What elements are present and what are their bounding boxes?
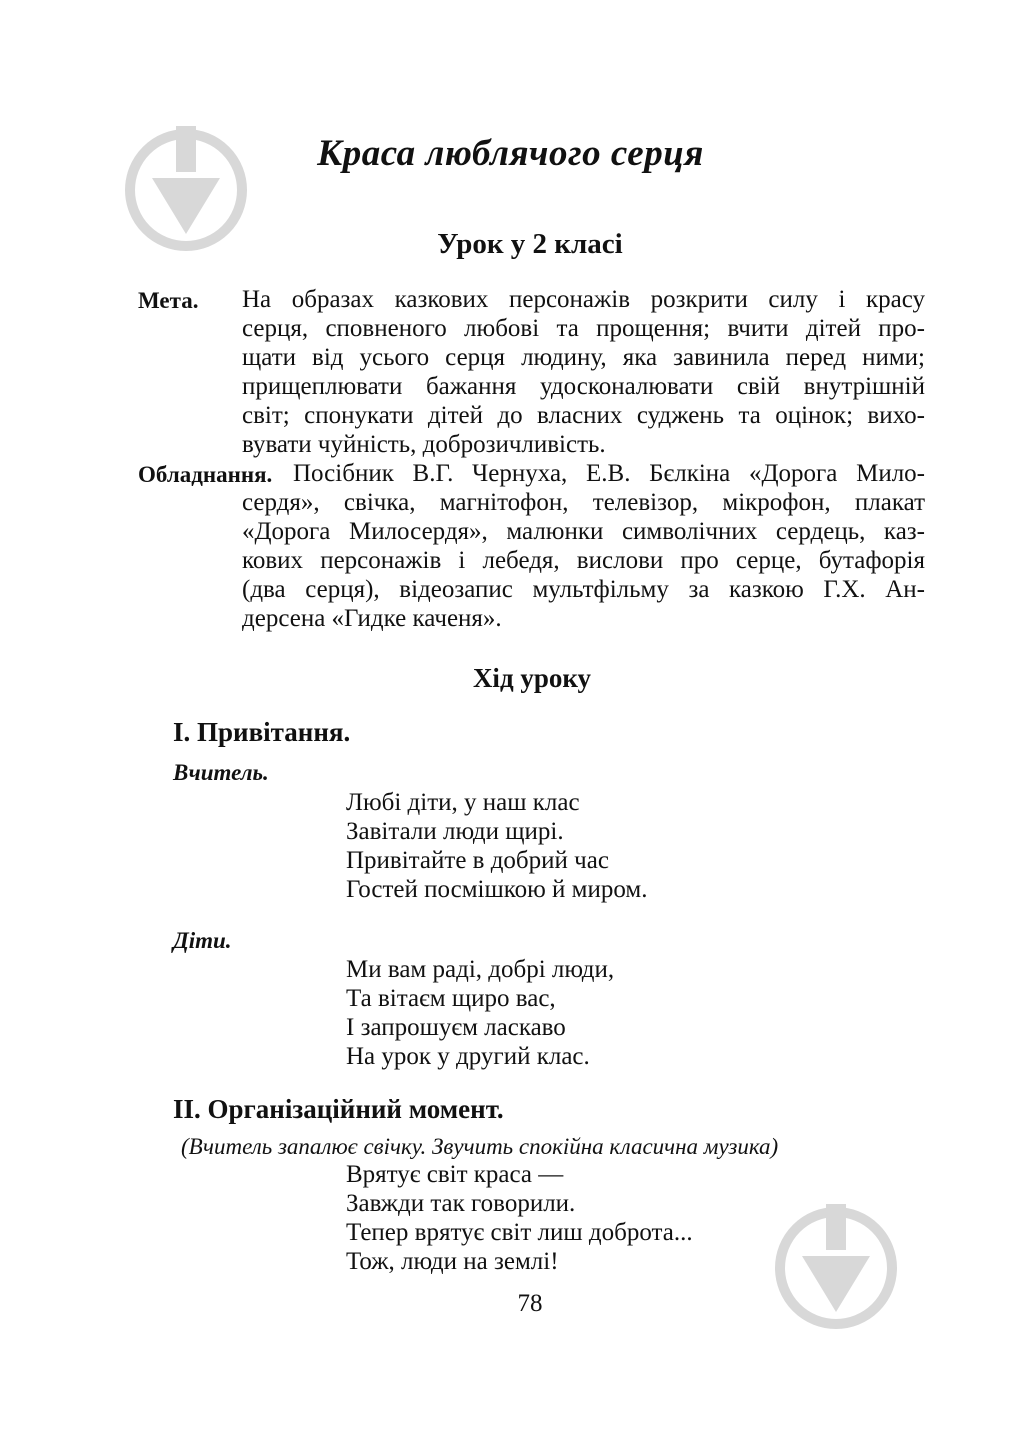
goal-line: прищеплювати бажання удосконалювати свій внутрішній [242, 373, 925, 400]
verse-line: Врятує світ краса — [346, 1161, 564, 1188]
verse-line: Ми вам раді, добрі люди, [346, 956, 615, 983]
verse-line: Гостей посмішкою й миром. [346, 876, 648, 903]
section-1-heading: І. Привітання. [173, 717, 351, 747]
equipment-text [242, 488, 925, 633]
goal-line: серця, сповненого любові та прощення; вчити дітей про- [242, 315, 925, 342]
verse-line: Тепер врятує світ лиш доброта... [346, 1219, 693, 1246]
goal-line: світ; спонукати дітей до власних суджень та оцінок; вихо- [242, 402, 925, 429]
equipment-line: кових персонажів і лебедя, вислови про серце, бутафорія [242, 547, 925, 574]
children-verse [346, 955, 614, 1071]
course-heading: Хід уроку [472, 663, 592, 693]
equipment-line: дерсена «Гидке каченя». [242, 605, 502, 632]
speaker-children: Діти. [173, 928, 232, 953]
verse-line: Завітали люди щирі. [346, 818, 564, 845]
verse-line: Завжди так говорили. [346, 1190, 576, 1217]
equipment-line: «Дорога Милосердя», малюнки символічних сердець, каз- [242, 518, 925, 545]
lesson-subtitle: Урок у 2 класі [437, 228, 623, 260]
page-number: 78 [517, 1290, 543, 1317]
section-2-heading: ІІ. Організаційний момент. [173, 1094, 504, 1124]
section-2-verse [346, 1160, 693, 1276]
verse-line: Привітайте в добрий час [346, 847, 609, 874]
goal-line: щати від усього серця людину, яка завинила перед ними; [242, 344, 925, 371]
goal-line: На образах казкових персонажів розкрити силу і красу [242, 286, 925, 313]
speaker-teacher: Вчитель. [173, 760, 269, 785]
verse-line: І запрошуєм ласкаво [346, 1014, 566, 1041]
verse-line: Тож, люди на землі! [346, 1248, 559, 1275]
equipment-label: Обладнання. [138, 462, 273, 487]
verse-line: Та вітаєм щиро вас, [346, 985, 556, 1012]
verse-line: Любі діти, у наш клас [346, 789, 580, 816]
goal-text [242, 285, 925, 459]
goal-label: Мета. [138, 288, 199, 313]
equipment-line: Посібник В.Г. Чернуха, Е.В. Бєлкіна «Дорога Мило- [293, 460, 925, 487]
equipment-line: сердя», свічка, магнітофон, телевізор, мікрофон, плакат [242, 489, 925, 516]
page-title: Краса люблячого серця [317, 133, 704, 174]
goal-line: вувати чуйність, доброзичливість. [242, 431, 606, 458]
verse-line: На урок у другий клас. [346, 1043, 590, 1070]
stage-direction: (Вчитель запалює свічку. Звучить спокійна класична музика) [181, 1134, 779, 1159]
equipment-line: (два серця), відеозапис мультфільму за казкою Г.Х. Ан- [242, 576, 925, 603]
teacher-verse [346, 788, 647, 904]
